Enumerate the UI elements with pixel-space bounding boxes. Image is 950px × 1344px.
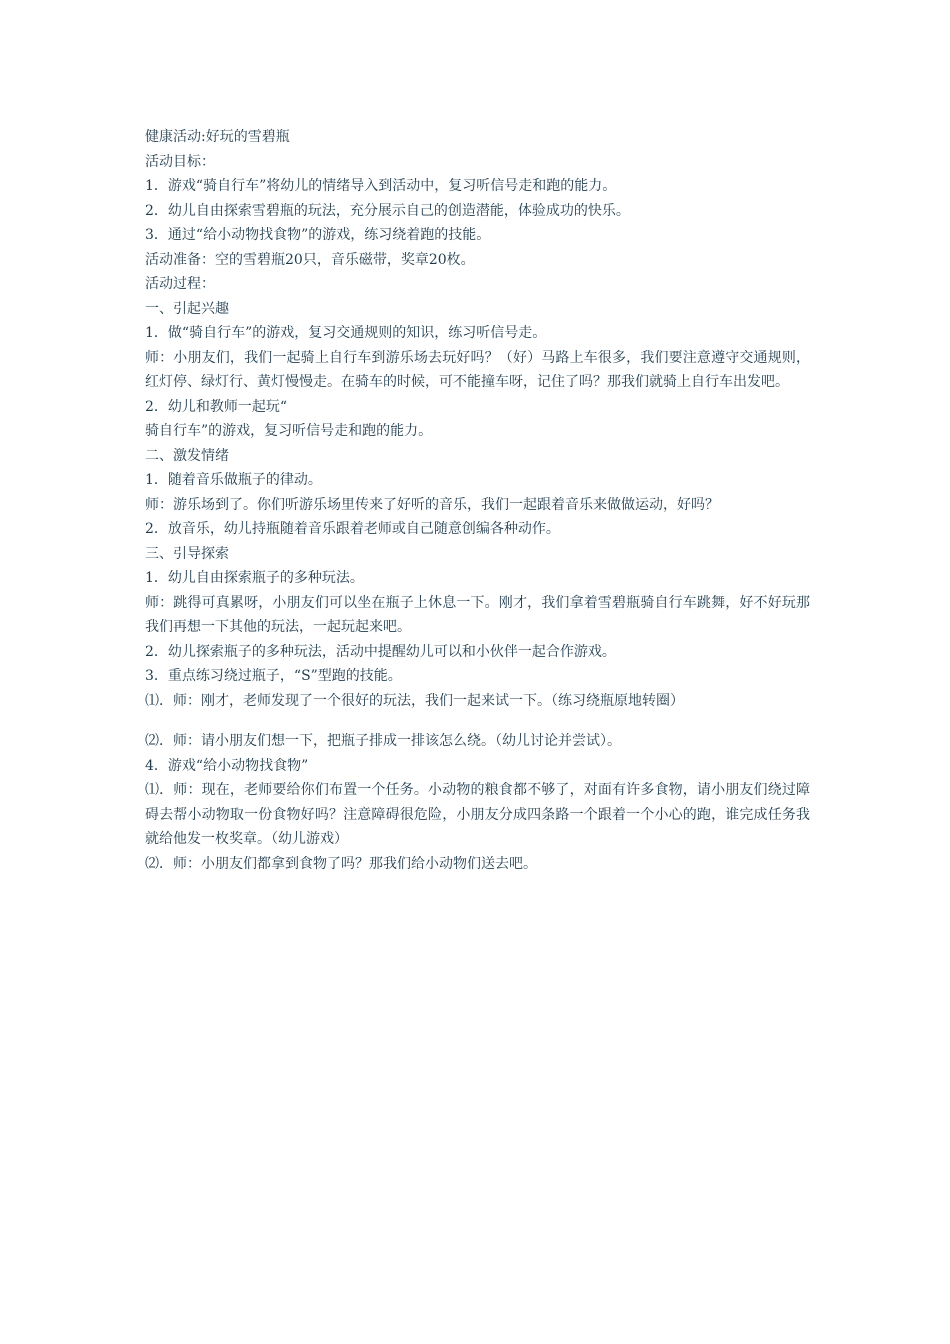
paragraph: 骑自行车”的游戏，复习听信号走和跑的能力。: [145, 423, 433, 439]
paragraph: 4．游戏“给小动物找食物”: [145, 757, 309, 774]
heading-part-2: 二、激发情绪: [145, 447, 229, 464]
paragraph: 2．幼儿和教师一起玩“: [145, 398, 288, 415]
paragraph: ⑵．师：请小朋友们想一下，把瓶子排成一排该怎么绕。（幼儿讨论并尝试）。: [145, 733, 621, 749]
paragraph: 师：小朋友们，我们一起骑上自行车到游乐场去玩好吗？（好）马路上车很多，我们要注意遵守交通规则，红灯停、绿灯行、黄灯慢慢走。在骑车的时候，可不能撞车呀，记住了吗？那我们就骑上自行车出发吧。: [145, 349, 810, 390]
paragraph: 2．放音乐，幼儿持瓶随着音乐跟着老师或自己随意创编各种动作。: [145, 521, 560, 537]
document-body: [145, 125, 810, 876]
heading-part-1: 一、引起兴趣: [145, 300, 229, 317]
preparation-line: 活动准备：空的雪碧瓶20只，音乐磁带，奖章20枚。: [145, 251, 475, 268]
section-label-process: 活动过程：: [145, 276, 215, 292]
paragraph: ⑵．师：小朋友们都拿到食物了吗？那我们给小动物们送去吧。: [145, 855, 537, 872]
paragraph: 2．幼儿探索瓶子的多种玩法，活动中提醒幼儿可以和小伙伴一起合作游戏。: [145, 643, 616, 660]
blank-line: [145, 713, 810, 729]
section-label-goals: 活动目标：: [145, 153, 215, 170]
paragraph: 1．做“骑自行车”的游戏，复习交通规则的知识，练习听信号走。: [145, 325, 547, 341]
goal-item-3: 3．通过“给小动物找食物”的游戏，练习绕着跑的技能。: [145, 227, 491, 243]
paragraph: ⑴．师：现在，老师要给你们布置一个任务。小动物的粮食都不够了，对面有许多食物，请小朋友们绕过障碍去帮小动物取一份食物好吗？注意障碍很危险，小朋友分成四条路一个跟着一个小心的跑，谁完成任务我就给他发一枚奖章。（幼儿游戏）: [145, 782, 810, 847]
paragraph: 师：游乐场到了。你们听游乐场里传来了好听的音乐，我们一起跟着音乐来做做运动，好吗？: [145, 496, 719, 513]
paragraph: 师：跳得可真累呀，小朋友们可以坐在瓶子上休息一下。刚才，我们拿着雪碧瓶骑自行车跳舞，好不好玩那我们再想一下其他的玩法，一起玩起来吧。: [145, 594, 810, 635]
paragraph: 1．随着音乐做瓶子的律动。: [145, 472, 322, 488]
goal-item-2: 2．幼儿自由探索雪碧瓶的玩法，充分展示自己的创造潜能，体验成功的快乐。: [145, 202, 630, 219]
heading-part-3: 三、引导探索: [145, 545, 229, 562]
document-title: 健康活动:好玩的雪碧瓶: [145, 129, 290, 145]
goal-item-1: 1．游戏“骑自行车”将幼儿的情绪导入到活动中，复习听信号走和跑的能力。: [145, 178, 617, 194]
paragraph: 1．幼儿自由探索瓶子的多种玩法。: [145, 570, 364, 586]
paragraph: 3．重点练习绕过瓶子，“S”型跑的技能。: [145, 668, 402, 684]
paragraph: ⑴．师：刚才，老师发现了一个很好的玩法，我们一起来试一下。（练习绕瓶原地转圈）: [145, 692, 684, 709]
